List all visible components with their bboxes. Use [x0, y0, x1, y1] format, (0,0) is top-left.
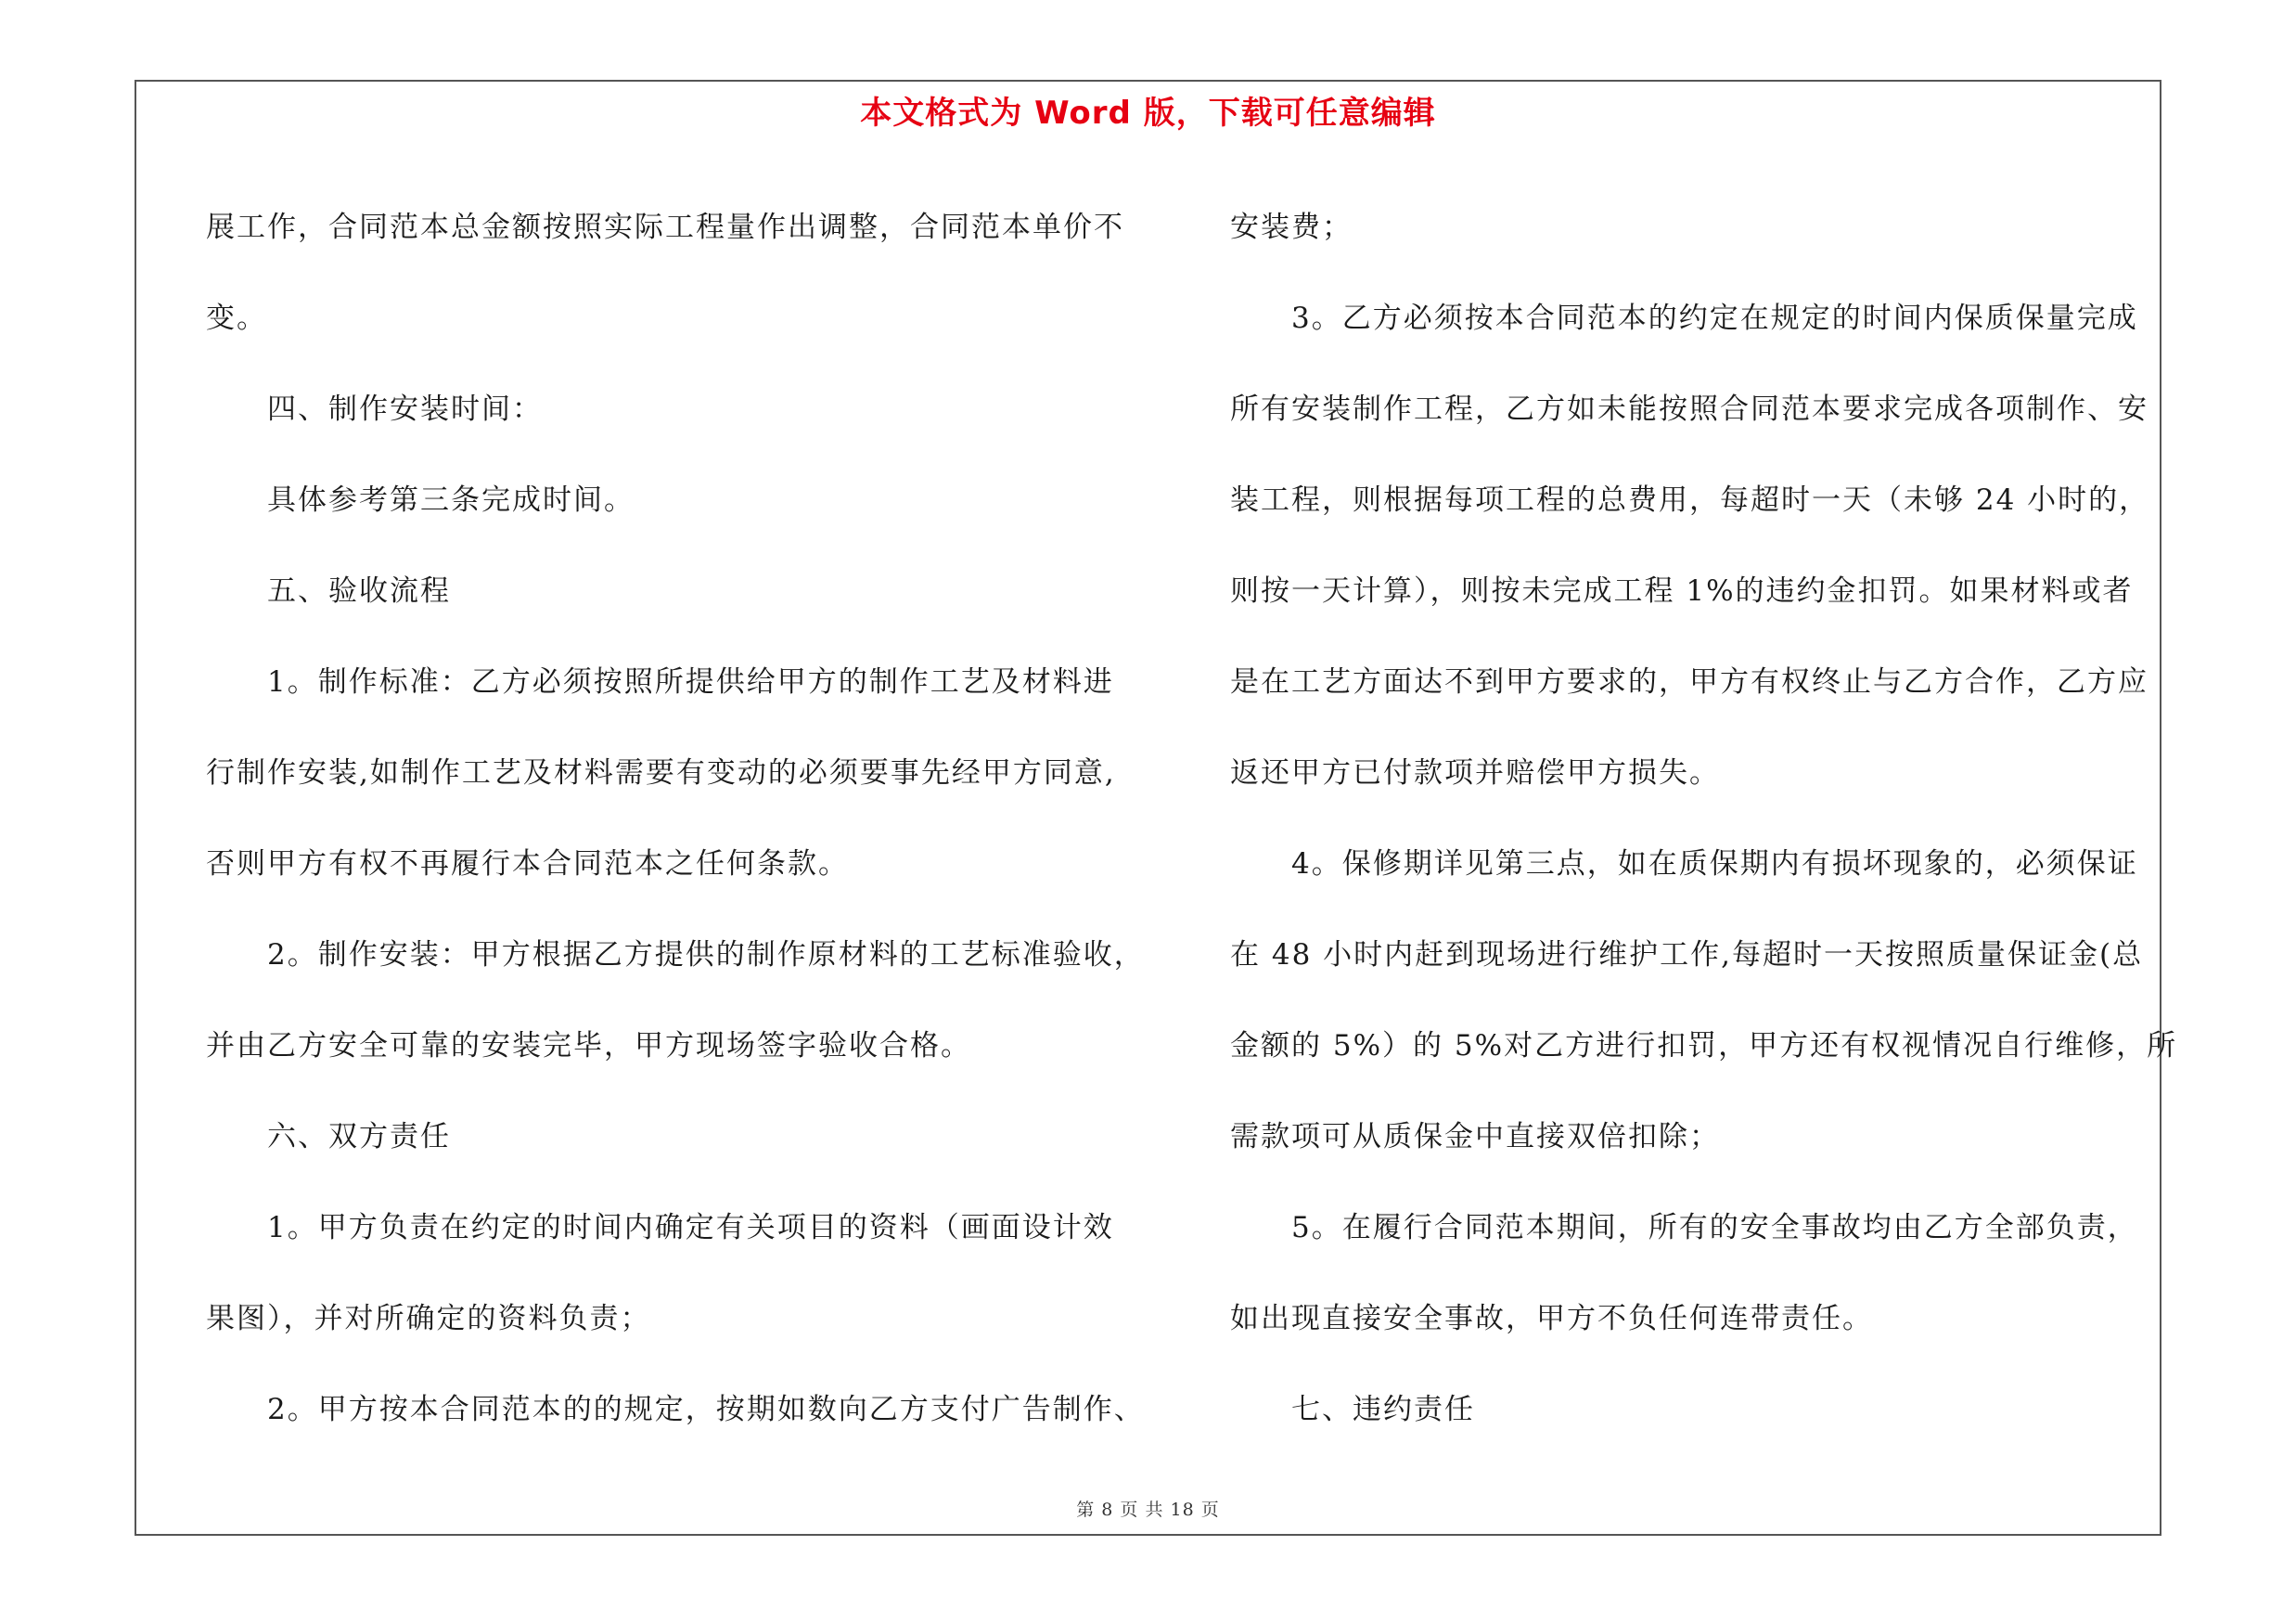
- text-line: 返还甲方已付款项并赔偿甲方损失。: [1230, 756, 1720, 790]
- text-line: 装工程，则根据每项工程的总费用，每超时一天（未够 24 小时的，: [1230, 483, 2150, 517]
- word-format-banner: 本文格式为 Word 版，下载可任意编辑: [860, 95, 1436, 132]
- text-line: 2。制作安装：甲方根据乙方提供的制作原材料的工艺标准验收，: [206, 938, 1145, 972]
- text-line: 2。甲方按本合同范本的的规定，按期如数向乙方支付广告制作、: [206, 1393, 1145, 1426]
- section-heading: 七、违约责任: [1230, 1393, 1475, 1426]
- text-line: 3。乙方必须按本合同范本的约定在规定的时间内保质保量完成: [1230, 302, 2138, 335]
- text-line: 在 48 小时内赶到现场进行维护工作,每超时一天按照质量保证金(总: [1230, 938, 2144, 972]
- section-heading: 四、制作安装时间：: [206, 393, 543, 426]
- text-line: 并由乙方安全可靠的安装完毕，甲方现场签字验收合格。: [206, 1029, 971, 1063]
- text-line: 1。制作标准：乙方必须按照所提供给甲方的制作工艺及材料进: [206, 665, 1114, 699]
- text-line: 4。保修期详见第三点，如在质保期内有损坏现象的，必须保证: [1230, 847, 2138, 881]
- text-line: 具体参考第三条完成时间。: [206, 483, 635, 517]
- text-line: 需款项可从质保金中直接双倍扣除；: [1230, 1120, 1720, 1153]
- text-line: 5。在履行合同范本期间，所有的安全事故均由乙方全部负责，: [1230, 1211, 2138, 1244]
- text-line: 变。: [206, 302, 267, 335]
- text-line: 1。甲方负责在约定的时间内确定有关项目的资料（画面设计效: [206, 1211, 1114, 1244]
- text-line: 则按一天计算），则按未完成工程 1%的违约金扣罚。如果材料或者: [1230, 574, 2134, 608]
- section-heading: 六、双方责任: [206, 1120, 451, 1153]
- text-line: 安装费；: [1230, 211, 1353, 244]
- left-text-column: [206, 182, 1145, 1455]
- text-line: 否则甲方有权不再履行本合同范本之任何条款。: [206, 847, 849, 881]
- text-line: 是在工艺方面达不到甲方要求的，甲方有权终止与乙方合作，乙方应: [1230, 665, 2148, 699]
- page-number-footer: 第 8 页 共 18 页: [1076, 1500, 1220, 1520]
- text-line: 展工作，合同范本总金额按照实际工程量作出调整，合同范本单价不: [206, 211, 1124, 244]
- right-column-text: [1230, 182, 2178, 1455]
- text-line: 果图），并对所确定的资料负责；: [206, 1302, 651, 1335]
- text-line: 所有安装制作工程，乙方如未能按照合同范本要求完成各项制作、安: [1230, 393, 2148, 426]
- text-line: 金额的 5%）的 5%对乙方进行扣罚，甲方还有权视情况自行维修，所: [1230, 1029, 2178, 1063]
- text-line: 如出现直接安全事故，甲方不负任何连带责任。: [1230, 1302, 1873, 1335]
- section-heading: 五、验收流程: [206, 574, 451, 608]
- text-line: 行制作安装,如制作工艺及材料需要有变动的必须要事先经甲方同意,: [206, 756, 1116, 790]
- right-text-column: [1230, 182, 2178, 1455]
- left-column-text: [206, 182, 1145, 1455]
